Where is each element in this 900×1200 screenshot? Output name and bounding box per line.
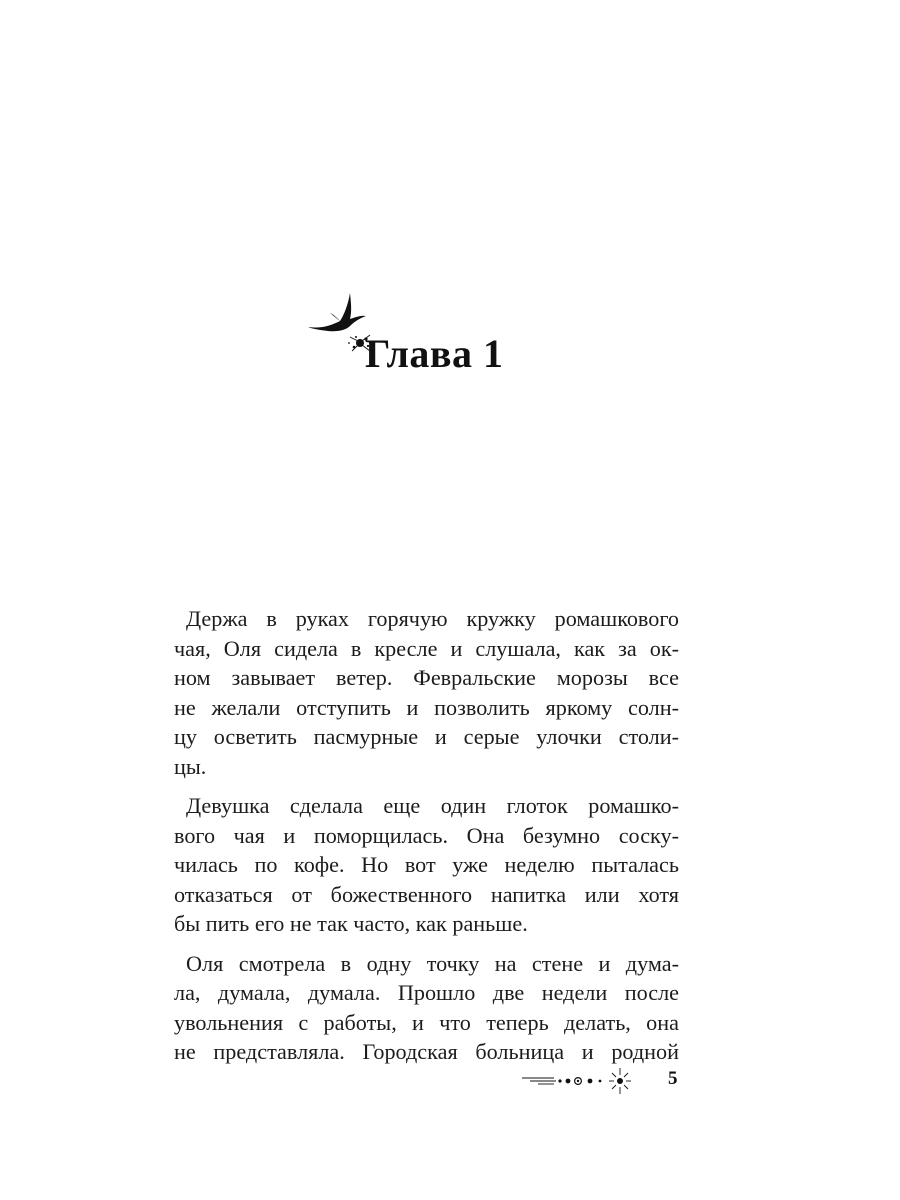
text-line: ла, думала, думала. Прошло две недели после: [174, 980, 679, 1005]
paragraph-2: [174, 791, 679, 939]
page-footer: [520, 1064, 690, 1098]
text-line: Оля смотрела в одну точку на стене и дума-: [186, 950, 679, 976]
text-line: не представляла. Городская больница и родной: [174, 1039, 679, 1064]
text-line: чилась по кофе. Но вот уже неделю пыталась: [174, 852, 679, 877]
text-line: отказаться от божественного напитка или хотя: [174, 881, 679, 907]
text-line: цу осветить пасмурные и серые улочки столи-: [174, 724, 679, 749]
text-line: не желали отступить и позволить яркому солн-: [174, 694, 679, 720]
text-line: чая, Оля сидела в кресле и слушала, как за ок-: [174, 635, 679, 661]
chapter-title: Глава 1: [365, 331, 504, 376]
text-line: Держа в руках горячую кружку ромашкового: [186, 606, 679, 631]
text-line: увольнения с работы, и что теперь делать, она: [174, 1009, 679, 1035]
text-line: цы.: [174, 753, 207, 779]
page-number: 5: [668, 1068, 678, 1089]
text-line: Девушка сделала еще один глоток ромашко-: [186, 793, 679, 818]
paragraph-1: [174, 604, 679, 781]
chapter-body: [174, 604, 679, 1077]
star-dots-ornament-icon: [520, 1064, 646, 1098]
text-line: вого чая и поморщилась. Она безумно соску-: [174, 822, 679, 848]
text-line: бы пить его не так часто, как раньше.: [174, 911, 528, 936]
text-line: ном завывает ветер. Февральские морозы все: [174, 665, 679, 690]
paragraph-3: [174, 949, 679, 1067]
